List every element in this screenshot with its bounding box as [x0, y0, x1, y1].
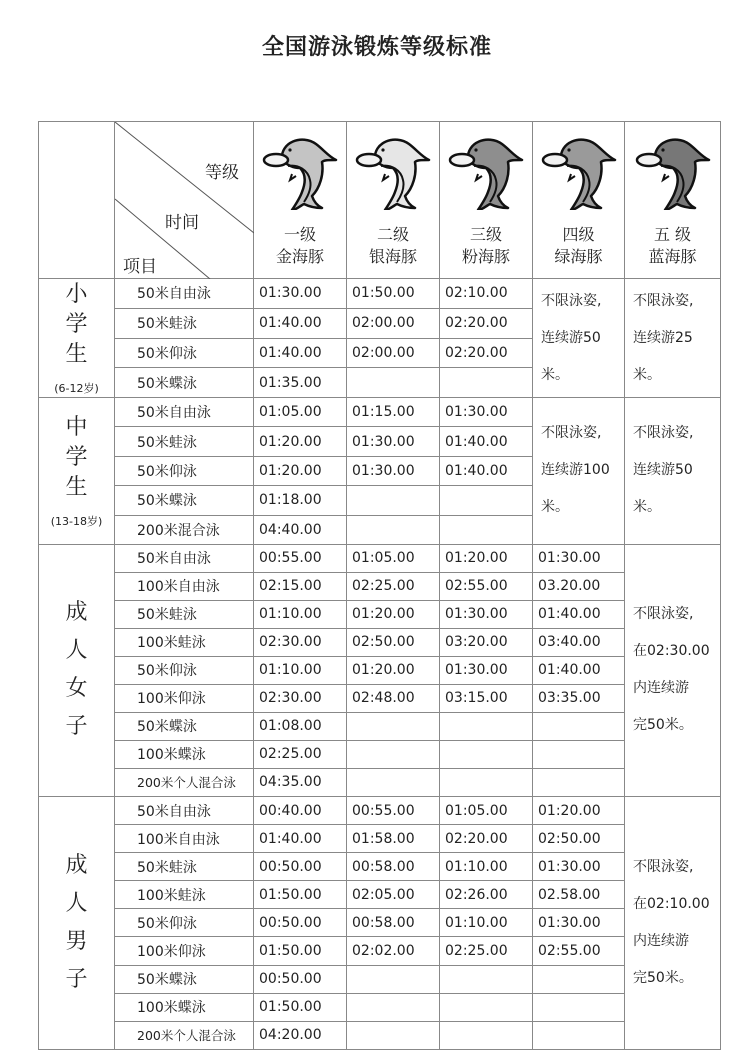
- time-cell-level-3: [440, 515, 533, 544]
- time-cell-level-4: 01:40.00: [533, 656, 625, 684]
- time-cell-level-1: 01:20.00: [254, 456, 347, 485]
- note-line: 连续游25: [633, 329, 693, 346]
- time-cell-level-2: [347, 1021, 440, 1049]
- event-name: 200米个人混合泳: [115, 1021, 254, 1049]
- note-line: 不限泳姿,: [541, 292, 602, 309]
- time-cell-level-1: 01:35.00: [254, 368, 347, 398]
- time-cell-level-2: 01:15.00: [347, 398, 440, 427]
- time-cell-level-1: 01:50.00: [254, 881, 347, 909]
- note-line: 不限泳姿,: [541, 425, 602, 442]
- time-cell-level-2: 02:02.00: [347, 937, 440, 965]
- group-label-cell: [39, 279, 115, 398]
- corner-label-item: 项目: [123, 257, 157, 277]
- event-name: 50米仰泳: [115, 909, 254, 937]
- event-name: 100米仰泳: [115, 937, 254, 965]
- corner-label-grade: 等级: [205, 163, 239, 183]
- time-cell-level-1: 01:10.00: [254, 656, 347, 684]
- time-cell-level-3: 02:25.00: [440, 937, 533, 965]
- time-cell-level-2: 02:48.00: [347, 684, 440, 712]
- time-cell-level-3: [440, 740, 533, 768]
- level-rank: 三级: [469, 225, 502, 244]
- level-name: 绿海豚: [554, 247, 603, 266]
- time-cell-level-2: [347, 712, 440, 740]
- group-label-cell: [39, 398, 115, 545]
- table-row: [39, 825, 721, 853]
- corner-label-time: 时间: [165, 213, 199, 233]
- time-cell-level-1: 04:20.00: [254, 1021, 347, 1049]
- level-name: 蓝海豚: [648, 247, 697, 266]
- table-row: [39, 279, 721, 309]
- event-name: 100米蝶泳: [115, 740, 254, 768]
- level-header-5: [625, 122, 721, 279]
- note-level-5: [625, 279, 721, 398]
- note-line: 不限泳姿,: [633, 292, 694, 309]
- event-name: 50米仰泳: [115, 656, 254, 684]
- time-cell-level-1: 02:30.00: [254, 684, 347, 712]
- note-line: 连续游50: [633, 462, 693, 479]
- time-cell-level-2: 01:20.00: [347, 656, 440, 684]
- time-cell-level-1: 00:40.00: [254, 796, 347, 824]
- group-label: 小学生: [65, 282, 88, 367]
- note-line: 米。: [541, 499, 569, 516]
- time-cell-level-2: [347, 368, 440, 398]
- dolphin-icon: [635, 130, 711, 210]
- header-row: [39, 122, 721, 279]
- event-name: 200米混合泳: [115, 515, 254, 544]
- time-cell-level-2: [347, 486, 440, 515]
- time-cell-level-4: 02:55.00: [533, 937, 625, 965]
- event-name: 100米自由泳: [115, 825, 254, 853]
- time-cell-level-4: [533, 768, 625, 796]
- event-name: 50米蛙泳: [115, 853, 254, 881]
- group-age: (13-18岁): [50, 514, 103, 528]
- time-cell-level-3: 02:20.00: [440, 825, 533, 853]
- time-cell-level-1: 01:18.00: [254, 486, 347, 515]
- time-cell-level-1: 01:50.00: [254, 993, 347, 1021]
- time-cell-level-4: 02:50.00: [533, 825, 625, 853]
- time-cell-level-2: 01:20.00: [347, 600, 440, 628]
- time-cell-level-3: 03:15.00: [440, 684, 533, 712]
- time-cell-level-2: [347, 993, 440, 1021]
- time-cell-level-1: 01:10.00: [254, 600, 347, 628]
- time-cell-level-2: 00:55.00: [347, 796, 440, 824]
- time-cell-level-3: 01:10.00: [440, 853, 533, 881]
- time-cell-level-1: 02:25.00: [254, 740, 347, 768]
- time-cell-level-2: [347, 515, 440, 544]
- note-line: 米。: [633, 366, 661, 383]
- dolphin-icon: [262, 130, 338, 210]
- level-header-2: [347, 122, 440, 279]
- table-row: [39, 600, 721, 628]
- time-cell-level-4: 03:35.00: [533, 684, 625, 712]
- note-level-4: [533, 279, 625, 398]
- level-header-3: [440, 122, 533, 279]
- time-cell-level-3: [440, 993, 533, 1021]
- time-cell-level-3: [440, 486, 533, 515]
- note-line: 不限泳姿,: [633, 858, 694, 875]
- time-cell-level-4: [533, 965, 625, 993]
- note-line: 不限泳姿,: [633, 425, 694, 442]
- time-cell-level-3: [440, 768, 533, 796]
- time-cell-level-3: 03:20.00: [440, 628, 533, 656]
- level-header-1: [254, 122, 347, 279]
- time-cell-level-4: 01:20.00: [533, 796, 625, 824]
- note-line: 完50米。: [633, 717, 693, 734]
- event-name: 50米仰泳: [115, 456, 254, 485]
- event-name: 50米自由泳: [115, 279, 254, 309]
- time-cell-level-2: 01:30.00: [347, 427, 440, 456]
- event-name: 50米仰泳: [115, 338, 254, 368]
- time-cell-level-2: 00:58.00: [347, 853, 440, 881]
- time-cell-level-2: [347, 965, 440, 993]
- event-name: 50米蝶泳: [115, 965, 254, 993]
- time-cell-level-3: 02:26.00: [440, 881, 533, 909]
- event-name: 100米自由泳: [115, 572, 254, 600]
- page-title: 全国游泳锻炼等级标准: [261, 35, 492, 60]
- table-row: [39, 937, 721, 965]
- time-cell-level-4: [533, 740, 625, 768]
- note-level-5: [625, 544, 721, 796]
- time-cell-level-1: 04:40.00: [254, 515, 347, 544]
- table-row: [39, 628, 721, 656]
- group-label: 成人女子: [65, 600, 88, 740]
- table-row: [39, 656, 721, 684]
- time-cell-level-1: 01:40.00: [254, 825, 347, 853]
- time-cell-level-2: 01:05.00: [347, 544, 440, 572]
- time-cell-level-2: 02:00.00: [347, 338, 440, 368]
- table-row: [39, 1021, 721, 1049]
- time-cell-level-3: [440, 1021, 533, 1049]
- time-cell-level-4: 01:30.00: [533, 909, 625, 937]
- time-cell-level-1: 04:35.00: [254, 768, 347, 796]
- note-line: 在02:30.00: [633, 643, 710, 660]
- time-cell-level-3: 01:20.00: [440, 544, 533, 572]
- level-rank: 五 级: [653, 225, 692, 244]
- time-cell-level-2: [347, 740, 440, 768]
- event-name: 50米蝶泳: [115, 368, 254, 398]
- level-rank: 二级: [376, 225, 409, 244]
- time-cell-level-4: 03.20.00: [533, 572, 625, 600]
- table-row: [39, 796, 721, 824]
- time-cell-level-2: 01:58.00: [347, 825, 440, 853]
- time-cell-level-4: 01:30.00: [533, 853, 625, 881]
- time-cell-level-2: 00:58.00: [347, 909, 440, 937]
- swimming-standards-table: [38, 121, 721, 1050]
- group-label: 成人男子: [65, 852, 88, 992]
- time-cell-level-2: 01:50.00: [347, 279, 440, 309]
- time-cell-level-3: [440, 965, 533, 993]
- table-row: [39, 965, 721, 993]
- event-name: 100米蛙泳: [115, 881, 254, 909]
- event-name: 100米蝶泳: [115, 993, 254, 1021]
- time-cell-level-3: 02:55.00: [440, 572, 533, 600]
- table-row: [39, 881, 721, 909]
- note-line: 在02:10.00: [633, 895, 710, 912]
- table-row: [39, 909, 721, 937]
- event-name: 100米仰泳: [115, 684, 254, 712]
- event-name: 50米蛙泳: [115, 427, 254, 456]
- group-label-cell: [39, 796, 115, 1049]
- time-cell-level-3: 02:20.00: [440, 308, 533, 338]
- group-age: (6-12岁): [54, 382, 99, 395]
- time-cell-level-2: 01:30.00: [347, 456, 440, 485]
- table-row: [39, 572, 721, 600]
- event-name: 50米蛙泳: [115, 600, 254, 628]
- time-cell-level-3: [440, 368, 533, 398]
- time-cell-level-1: 00:50.00: [254, 965, 347, 993]
- table-row: [39, 544, 721, 572]
- group-label-cell: [39, 544, 115, 796]
- event-name: 50米蝶泳: [115, 486, 254, 515]
- time-cell-level-1: 01:20.00: [254, 427, 347, 456]
- note-line: 内连续游: [633, 680, 689, 697]
- note-level-5: [625, 796, 721, 1049]
- time-cell-level-3: 02:20.00: [440, 338, 533, 368]
- dolphin-icon: [541, 130, 617, 210]
- table-row: [39, 684, 721, 712]
- time-cell-level-4: [533, 1021, 625, 1049]
- time-cell-level-2: 02:00.00: [347, 308, 440, 338]
- event-name: 50米自由泳: [115, 398, 254, 427]
- note-level-5: [625, 398, 721, 545]
- level-name: 银海豚: [368, 247, 417, 266]
- event-name: 50米蝶泳: [115, 712, 254, 740]
- table-row: [39, 712, 721, 740]
- table-row: [39, 768, 721, 796]
- time-cell-level-2: 02:05.00: [347, 881, 440, 909]
- time-cell-level-1: 00:50.00: [254, 853, 347, 881]
- time-cell-level-3: 01:30.00: [440, 656, 533, 684]
- note-line: 米。: [541, 366, 569, 383]
- time-cell-level-4: 01:30.00: [533, 544, 625, 572]
- time-cell-level-4: [533, 993, 625, 1021]
- event-name: 50米蛙泳: [115, 308, 254, 338]
- event-name: 50米自由泳: [115, 796, 254, 824]
- level-rank: 一级: [283, 225, 316, 244]
- time-cell-level-3: 01:40.00: [440, 427, 533, 456]
- level-name: 金海豚: [275, 247, 324, 266]
- table-row: [39, 740, 721, 768]
- note-line: 不限泳姿,: [633, 606, 694, 623]
- note-line: 连续游50: [541, 329, 601, 346]
- time-cell-level-4: 02.58.00: [533, 881, 625, 909]
- time-cell-level-1: 01:08.00: [254, 712, 347, 740]
- level-rank: 四级: [562, 225, 595, 244]
- note-line: 米。: [633, 499, 661, 516]
- time-cell-level-4: [533, 712, 625, 740]
- dolphin-icon: [355, 130, 431, 210]
- time-cell-level-2: 02:50.00: [347, 628, 440, 656]
- time-cell-level-1: 01:40.00: [254, 338, 347, 368]
- time-cell-level-2: 02:25.00: [347, 572, 440, 600]
- time-cell-level-3: 01:10.00: [440, 909, 533, 937]
- header-blank-cell: [39, 122, 115, 279]
- level-header-4: [533, 122, 625, 279]
- event-name: 100米蛙泳: [115, 628, 254, 656]
- note-line: 内连续游: [633, 932, 689, 949]
- time-cell-level-1: 02:15.00: [254, 572, 347, 600]
- table-row: [39, 853, 721, 881]
- header-corner-cell: [115, 122, 254, 279]
- note-line: 完50米。: [633, 969, 693, 986]
- time-cell-level-3: 02:10.00: [440, 279, 533, 309]
- time-cell-level-4: 03:40.00: [533, 628, 625, 656]
- event-name: 50米自由泳: [115, 544, 254, 572]
- time-cell-level-1: 00:55.00: [254, 544, 347, 572]
- time-cell-level-3: [440, 712, 533, 740]
- time-cell-level-1: 01:05.00: [254, 398, 347, 427]
- time-cell-level-2: [347, 768, 440, 796]
- time-cell-level-3: 01:30.00: [440, 398, 533, 427]
- time-cell-level-4: 01:40.00: [533, 600, 625, 628]
- note-level-4: [533, 398, 625, 545]
- time-cell-level-3: 01:05.00: [440, 796, 533, 824]
- group-label: 中学生: [65, 414, 88, 500]
- time-cell-level-1: 01:30.00: [254, 279, 347, 309]
- event-name: 200米个人混合泳: [115, 768, 254, 796]
- time-cell-level-1: 01:50.00: [254, 937, 347, 965]
- table-row: [39, 993, 721, 1021]
- time-cell-level-1: 00:50.00: [254, 909, 347, 937]
- time-cell-level-3: 01:40.00: [440, 456, 533, 485]
- dolphin-icon: [448, 130, 524, 210]
- time-cell-level-1: 02:30.00: [254, 628, 347, 656]
- note-line: 连续游100: [541, 462, 610, 479]
- table-row: [39, 398, 721, 427]
- time-cell-level-1: 01:40.00: [254, 308, 347, 338]
- time-cell-level-3: 01:30.00: [440, 600, 533, 628]
- level-name: 粉海豚: [461, 247, 510, 266]
